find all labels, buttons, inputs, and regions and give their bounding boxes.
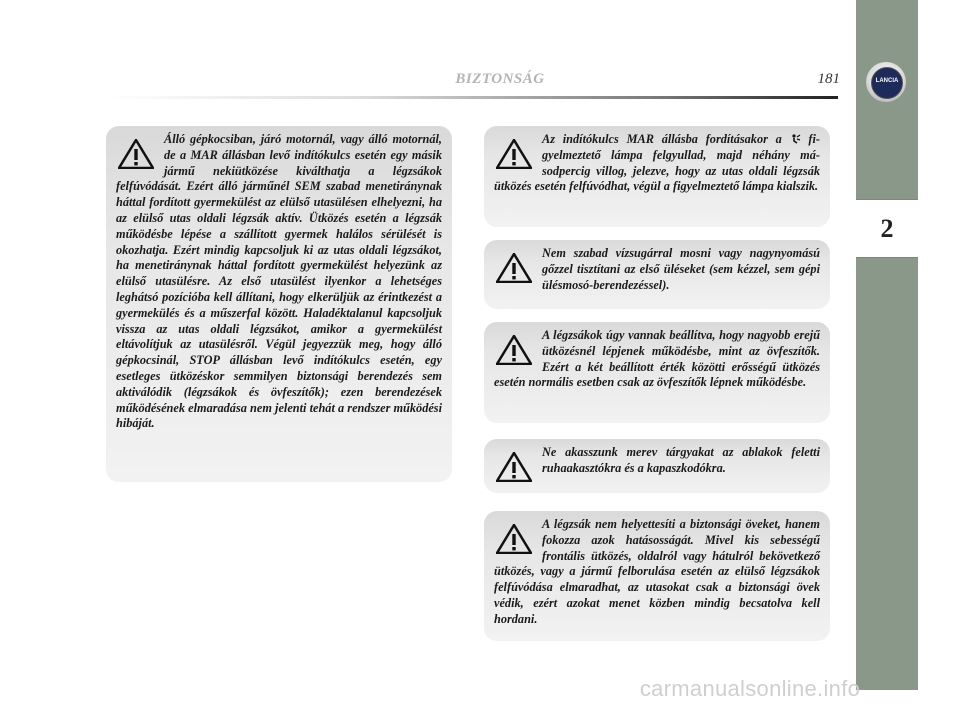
warning-triangle-icon xyxy=(118,139,154,169)
warning-box-coat-hooks xyxy=(484,439,830,493)
watermark: carmanualsonline.info xyxy=(639,676,861,701)
warning-triangle-icon xyxy=(496,335,532,365)
airbag-warning-lamp-icon xyxy=(790,133,801,144)
page-number: 181 xyxy=(817,71,840,87)
warning-text xyxy=(494,132,820,195)
logo-text: LANCIA xyxy=(875,78,899,84)
warning-text: A légzsákok úgy vannak beállítva, hogy nagyobb erejű ütközésnél lépjenek működésbe, mint az övfeszítők. Ezért a két beállított érték közötti erősségű ütközés esetén normális esetben csak az övfeszítők lépnek működésbe. xyxy=(494,328,820,390)
logo-shield xyxy=(871,67,903,99)
chapter-box xyxy=(856,199,918,258)
chapter-number: 2 xyxy=(880,214,894,243)
warning-text: Álló gépkocsiban, járó motornál, vagy álló motornál, de a MAR állásban levő indítókulcs esetén egy másik jármű nekiütközése kiválthatja a légzsákok felfúvódását. Ezért álló járműnél SEM szabad menetiránynak háttal fordított gyermekülést az elülső utasülésen elhelyezni, ha az elülső utas oldali légzsák aktív. Ütközés esetén a légzsák működésbe lépése a szállított gyermek halálos sérülését is okozhatja. Ezért mindig kapcsoljuk ki az utas oldali légzsákot, ha menetiránynak háttal fordított gyermekülést helyezünk az elülső utasülésre. Az első utasülést ilyenkor a lehetséges leghátsó pozícióba kell állítani, hogy elkerüljük az érintkezést a gyermekülés és a műszerfal között. Haladéktalanul kapcsoljuk vissza az utas oldali légzsákot, amikor a gyermekülést eltávolítjuk az utasülésről. Végül jegyezzük meg, hogy álló gépkocsinál, STOP állásban levő indítókulcs esetén, egy esetleges ütközéskor semmilyen biztonsági berendezés sem aktiválódik (légzsákok és övfeszítők); ezen berendezések működésének elmaradása nem jelenti tehát a rendszer működési hibáját. xyxy=(116,132,442,431)
warning-box-child-seat xyxy=(106,126,452,482)
warning-box-seat-belts xyxy=(484,511,830,641)
warning-text: Ne akasszunk merev tárgyakat az ablakok feletti ruhaakasztókra és a kapaszkodókra. xyxy=(542,445,820,475)
lancia-logo xyxy=(866,62,906,102)
warning-triangle-icon xyxy=(496,139,532,169)
warning-triangle-icon xyxy=(496,253,532,283)
warning-text-part: figyelmeztető lámpa felgyullad, majd néhány másodpercig villog, jelezve, hogy az utas oldali légzsák ütközés esetén felfúvódhat, végül a figyelmeztető lámpa kialszik. xyxy=(494,132,821,194)
header-rule xyxy=(108,96,838,99)
warning-box-seat-cleaning xyxy=(484,240,830,309)
warning-box-airbag-lamp xyxy=(484,126,830,227)
warning-text: Nem szabad vízsugárral mosni vagy nagynyomású gőzzel tisztítani az első üléseket (sem kézzel, sem gépi ülésmosó-berendezéssel). xyxy=(542,246,820,292)
warning-text-part: Az indítókulcs MAR állásba fordításakor a xyxy=(542,132,782,146)
warning-box-airbag-threshold xyxy=(484,322,830,423)
warning-text: A légzsák nem helyettesíti a biztonsági öveket, hanem fokozza azok hatásosságát. Mivel kis sebességű frontális ütközés, oldalról vagy hátulról bekövetkező ütközés, vagy a jármű felborulása esetén az elülső légzsákok felfúvódása elmaradhat, az utasokat csak a biztonsági övek védik, ezért azokat menet közben mindig becsatolva kell hordani. xyxy=(494,517,820,626)
section-title: BIZTONSÁG xyxy=(455,71,545,87)
warning-triangle-icon xyxy=(496,452,532,482)
chapter-side-tab xyxy=(856,0,918,690)
warning-triangle-icon xyxy=(496,524,532,554)
